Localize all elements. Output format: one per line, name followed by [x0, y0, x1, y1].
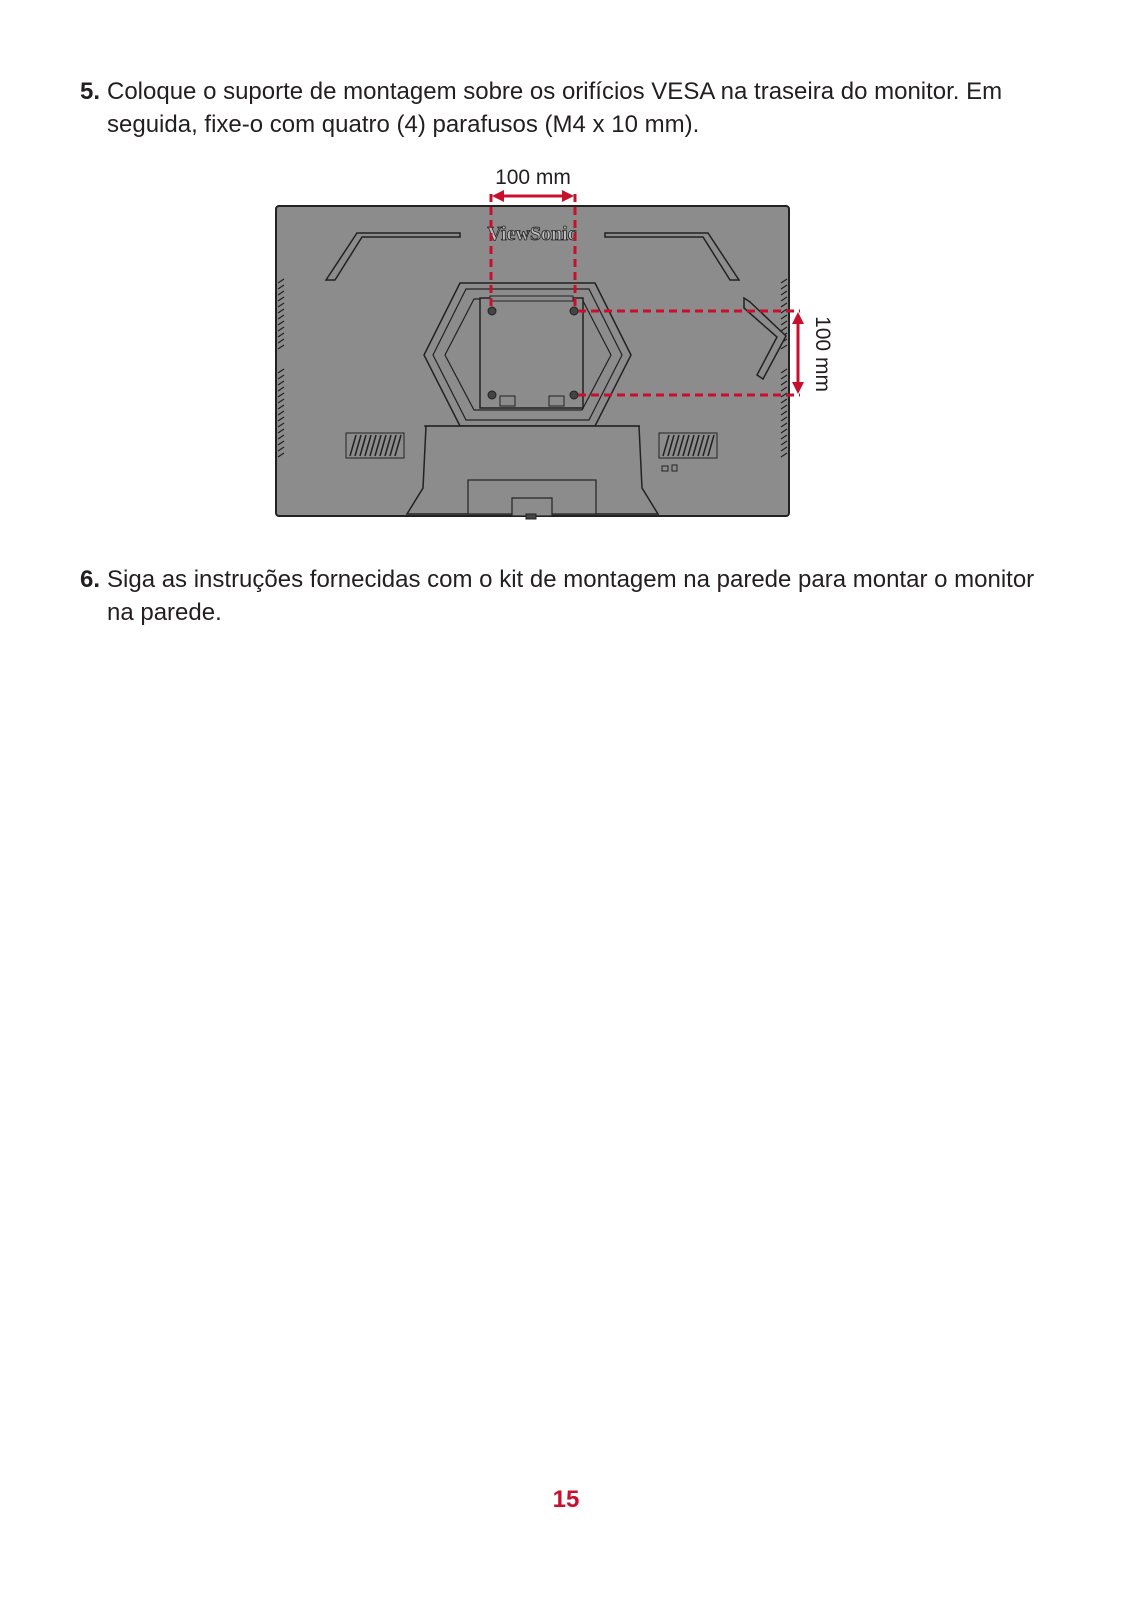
vertical-dimension-label: 100 mm [811, 316, 834, 392]
page-number: 15 [552, 1486, 580, 1513]
step-5 [80, 75, 1040, 141]
step-text: Coloque o suporte de montagem sobre os orifícios VESA na traseira do monitor. Em seguida, fixe-o com quatro (4) parafusos (M4 x 10 mm). [107, 78, 1003, 138]
vesa-plate [480, 298, 583, 408]
step-number: 5. [80, 78, 101, 105]
bottom-right-vent [659, 433, 717, 458]
vesa-mount-diagram [270, 158, 850, 528]
horizontal-dimension-label: 100 mm [495, 166, 571, 189]
stand-connector [512, 498, 552, 516]
brand-logo: ViewSonic [487, 223, 577, 245]
step-text: Siga as instruções fornecidas com o kit de montagem na parede para montar o monitor na parede. [107, 566, 1035, 626]
plate-tab-right [549, 396, 564, 406]
bottom-left-vent [346, 433, 404, 458]
plate-notch-top [490, 296, 573, 301]
step-number: 6. [80, 566, 101, 593]
plate-tab-left [500, 396, 515, 406]
step-6 [80, 563, 1040, 629]
